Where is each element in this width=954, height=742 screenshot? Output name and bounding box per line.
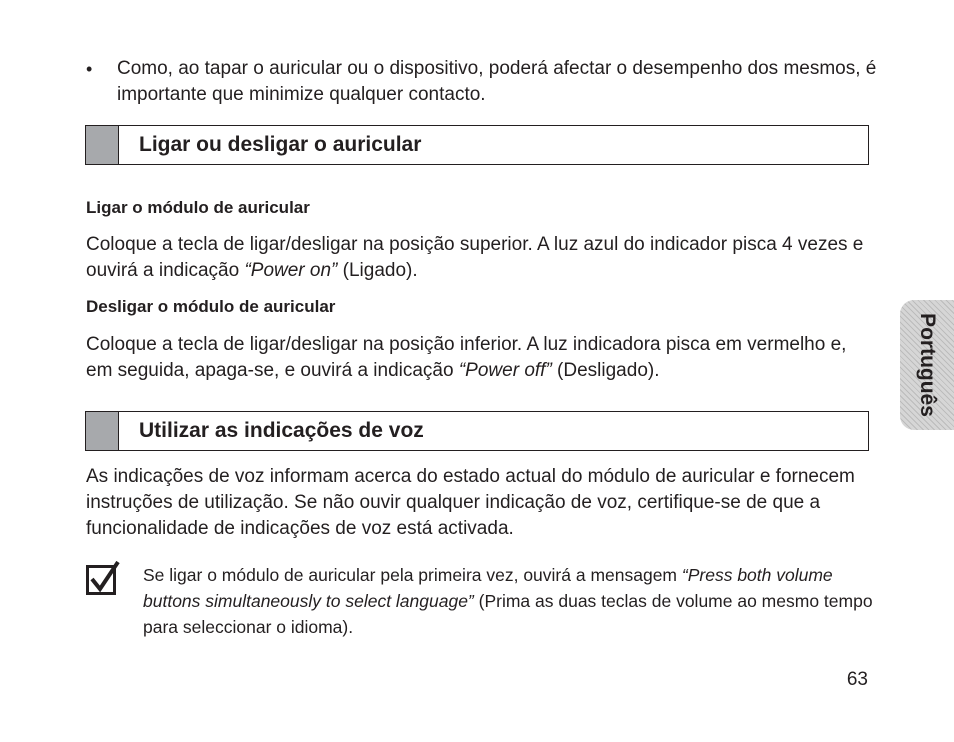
power-on-text-end: (Ligado). <box>337 260 418 281</box>
power-on-quote: “Power on” <box>244 260 338 281</box>
note-quote: “Press both volume buttons simultaneously to select language” <box>143 565 833 611</box>
bullet-text: Como, ao tapar o auricular ou o dispositivo, poderá afectar o desempenho dos mesmos, é importante que minimize qualquer contacto. <box>117 58 877 105</box>
paragraph-power-off <box>86 332 876 384</box>
note-text-start: Se ligar o módulo de auricular pela primeira vez, ouvirá a mensagem <box>143 565 682 585</box>
note-text-end: (Prima as duas teclas de volume ao mesmo tempo para seleccionar o idioma). <box>143 591 873 637</box>
section-header-tab <box>86 126 119 164</box>
paragraph-voice-prompts: As indicações de voz informam acerca do estado actual do módulo de auricular e fornecem instruções de utilização. Se não ouvir qualquer indicação de voz, certifique-se de que a funcionalidade de indicações de voz está activada. <box>86 466 855 539</box>
note-text <box>143 562 873 640</box>
power-on-text: Coloque a tecla de ligar/desligar na posição superior. A luz azul do indicador pisca 4 vezes e ouvirá a indicação <box>86 234 864 281</box>
section-header-tab <box>86 412 119 450</box>
section-title-power: Ligar ou desligar o auricular <box>139 133 422 156</box>
power-off-text: Coloque a tecla de ligar/desligar na posição inferior. A luz indicadora pisca em vermelho e, em seguida, apaga-se, e ouvirá a indicação <box>86 334 847 381</box>
checkbox-check-icon <box>86 561 120 595</box>
bullet-marker: • <box>86 59 93 79</box>
power-off-text-end: (Desligado). <box>551 360 660 381</box>
paragraph-power-on <box>86 232 876 284</box>
section-header-power <box>85 125 869 165</box>
subheading-power-off: Desligar o módulo de auricular <box>86 297 336 316</box>
subheading-power-on: Ligar o módulo de auricular <box>86 198 310 217</box>
section-title-voice-prompts: Utilizar as indicações de voz <box>139 419 424 442</box>
section-header-voice-prompts <box>85 411 869 451</box>
language-label: Português <box>916 313 939 417</box>
page-number: 63 <box>846 669 868 690</box>
power-off-quote: “Power off” <box>458 360 552 381</box>
language-side-tab <box>900 300 954 430</box>
